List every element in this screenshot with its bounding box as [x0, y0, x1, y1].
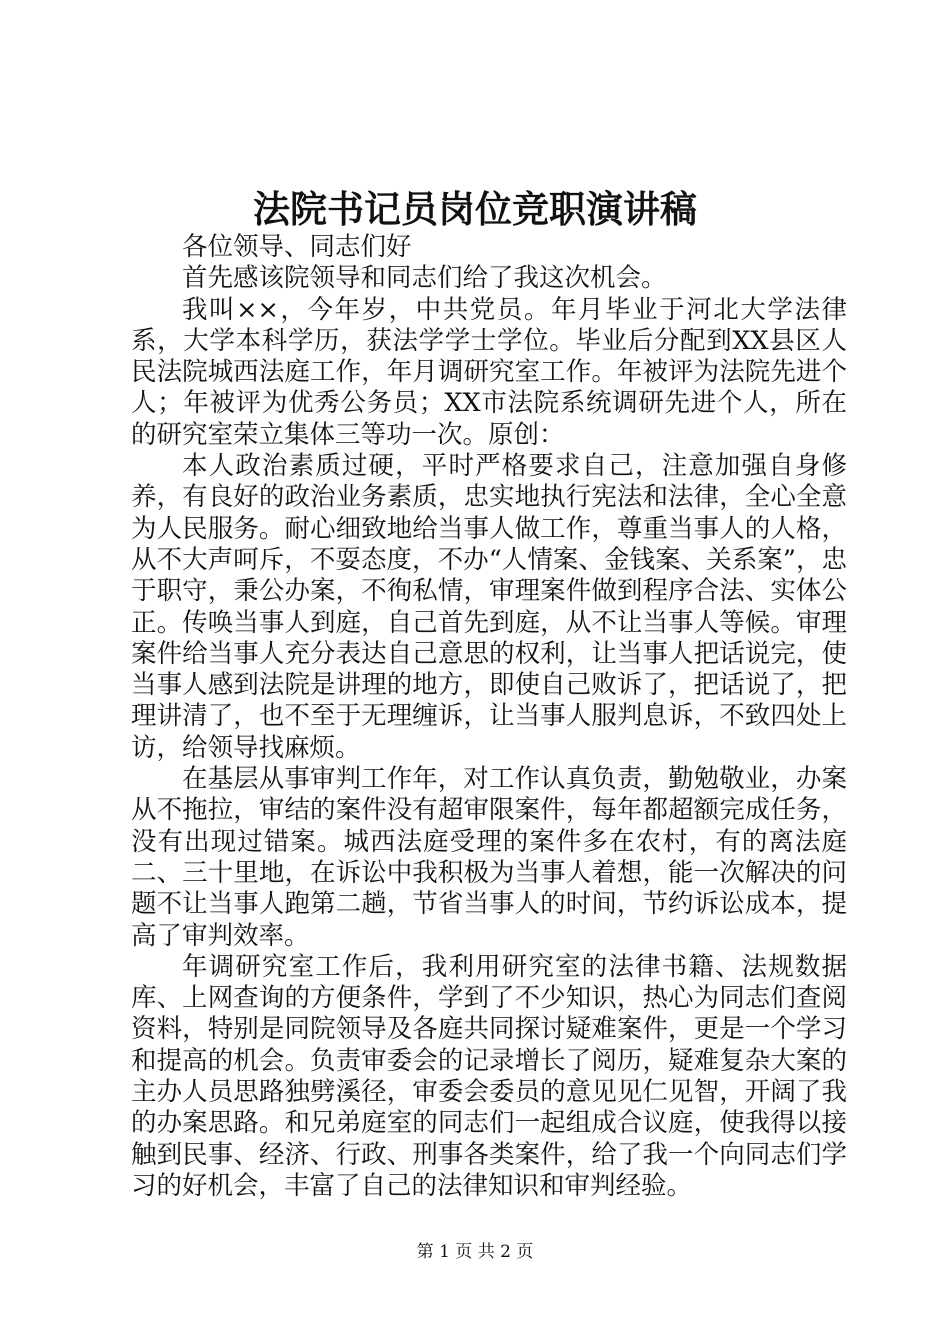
paragraph: 本人政治素质过硬，平时严格要求自己，注意加强自身修养，有良好的政治业务素质，忠实地执行宪法和法律，全心全意为人民服务。耐心细致地给当事人做工作，尊重当事人的人格，从不大声呵斥，不耍态度，不办“人情案、金钱案、关系案”，忠于职守，秉公办案，不徇私情，审理案件做到程序合法、实体公正。传唤当事人到庭，自己首先到庭，从不让当事人等候。审理案件给当事人充分表达自己意思的权利，让当事人把话说完，使当事人感到法院是讲理的地方，即使自己败诉了，把话说了，把理讲清了，也不至于无理缠诉，让当事人服判息诉，不致四处上访，给领导找麻烦。 [131, 451, 847, 763]
paragraph: 首先感该院领导和同志们给了我这次机会。 [182, 263, 667, 294]
paragraph: 我叫××，今年岁，中共党员。年月毕业于河北大学法律系，大学本科学历，获法学学士学位。毕业后分配到XX县区人民法院城西法庭工作，年月调研究室工作。年被评为法院先进个人；年被评为优秀公务员；XX市法院系统调研先进个人，所在的研究室荣立集体三等功一次。原创： [131, 294, 847, 450]
document-body [131, 232, 847, 1202]
page-number-footer: 第 1 页 共 2 页 [416, 1242, 534, 1262]
paragraph: 年调研究室工作后，我利用研究室的法律书籍、法规数据库、上网查询的方便条件，学到了不少知识，热心为同志们查阅资料，特别是同院领导及各庭共同探讨疑难案件，更是一个学习和提高的机会。负责审委会的记录增长了阅历，疑难复杂大案的主办人员思路独劈溪径，审委会委员的意见见仁见智，开阔了我的办案思路。和兄弟庭室的同志们一起组成合议庭，使我得以接触到民事、经济、行政、刑事各类案件，给了我一个向同志们学习的好机会，丰富了自己的法律知识和审判经验。 [131, 951, 847, 1201]
document-title: 法院书记员岗位竞职演讲稿 [253, 187, 697, 231]
paragraph: 各位领导、同志们好 [182, 232, 412, 262]
paragraph: 在基层从事审判工作年，对工作认真负责，勤勉敬业，办案从不拖拉，审结的案件没有超审限案件，每年都超额完成任务，没有出现过错案。城西法庭受理的案件多在农村，有的离法庭二、三十里地，在诉讼中我积极为当事人着想，能一次解决的问题不让当事人跑第二趟，节省当事人的时间，节约诉讼成本，提高了审判效率。 [131, 764, 847, 951]
